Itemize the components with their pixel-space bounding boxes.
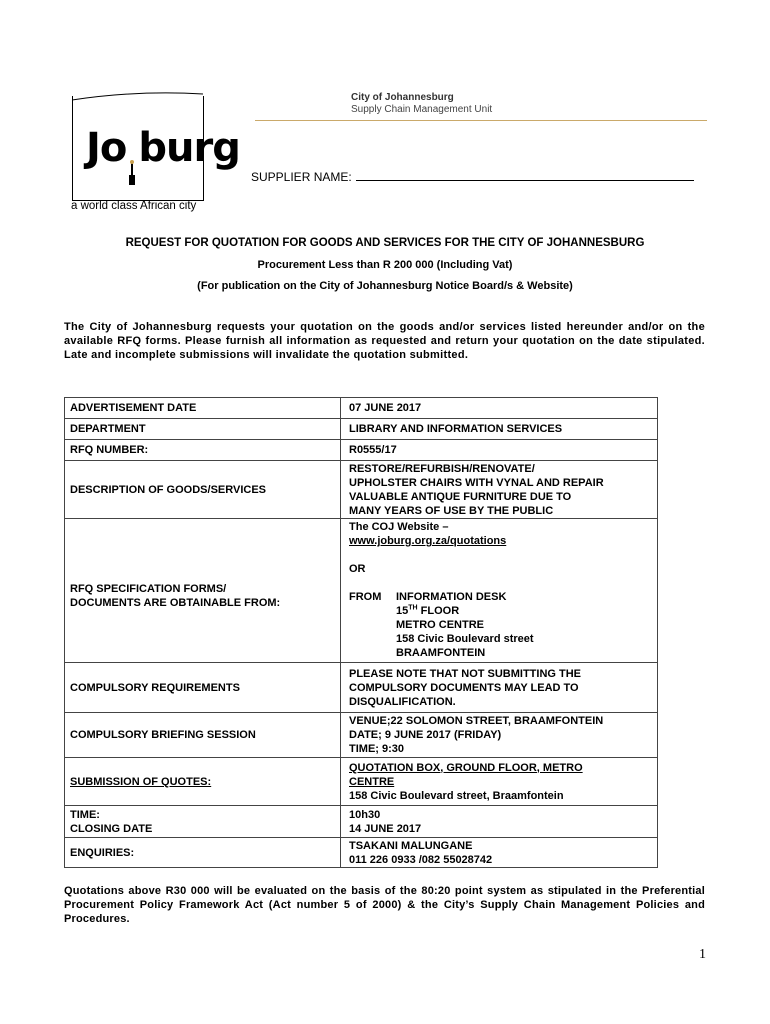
unit-title: City of Johannesburg (351, 92, 454, 103)
briefing-session-value: VENUE;22 SOLOMON STREET, BRAAMFONTEIN DATE; 9 JUNE 2017 (FRIDAY) TIME; 9:30 (341, 713, 658, 758)
rfq-details-table (64, 397, 658, 868)
table-row (65, 519, 658, 663)
submission-value: QUOTATION BOX, GROUND FLOOR, METRO CENTRE 158 Civic Boulevard street, Braamfontein (341, 758, 658, 806)
supplier-name-line[interactable] (356, 170, 694, 181)
coj-website-text: The COJ Website – (349, 521, 449, 533)
table-row (65, 419, 658, 440)
information-desk-address: INFORMATION DESK 15TH FLOOR METRO CENTRE 158 Civic Boulevard street BRAAMFONTEIN (396, 591, 534, 659)
table-row (65, 806, 658, 838)
description-value: RESTORE/REFURBISH/RENOVATE/ UPHOLSTER CHAIRS WITH VYNAL AND REPAIR VALUABLE ANTIQUE FURNITURE DUE TO MANY YEARS OF USE BY THE PUBLIC (341, 461, 658, 519)
from-text: FROM (349, 591, 382, 603)
or-text: OR (349, 563, 366, 575)
supplier-name-label: SUPPLIER NAME: (251, 170, 352, 184)
table-row (65, 758, 658, 806)
header-rule (255, 120, 707, 121)
joburg-logo: Jo burg (86, 128, 240, 168)
time-closing-value: 10h30 14 JUNE 2017 (341, 806, 658, 838)
page-number: 1 (699, 947, 706, 962)
department-label: DEPARTMENT (65, 419, 341, 440)
table-row (65, 838, 658, 868)
evaluation-note: Quotations above R30 000 will be evaluated on the basis of the 80:20 point system as stipulated in the Preferential Procurement Policy Framework Act (Act number 5 of 2000) & the City’s Supply Chain Management Policies and Procedures. (64, 885, 705, 926)
unit-subtitle: Supply Chain Management Unit (351, 104, 493, 115)
specification-value (341, 519, 658, 663)
supplier-name-field[interactable] (251, 170, 694, 184)
rfq-number-label: RFQ NUMBER: (65, 440, 341, 461)
description-label: DESCRIPTION OF GOODS/SERVICES (65, 461, 341, 519)
submission-label: SUBMISSION OF QUOTES: (65, 758, 341, 806)
intro-paragraph: The City of Johannesburg requests your quotation on the goods and/or services listed hereunder and/or on the available RFQ forms. Please furnish all information as requested and return your quotation on the date stipulated. Late and incomplete submissions will invalidate the quotation submitted. (64, 321, 705, 362)
time-closing-label: TIME: CLOSING DATE (65, 806, 341, 838)
enquiries-label: ENQUIRIES: (65, 838, 341, 868)
rfq-number-value: R0555/17 (341, 440, 658, 461)
table-row (65, 461, 658, 519)
table-row (65, 398, 658, 419)
specification-label: RFQ SPECIFICATION FORMS/ DOCUMENTS ARE OBTAINABLE FROM: (65, 519, 341, 663)
advertisement-date-label: ADVERTISEMENT DATE (65, 398, 341, 419)
publication-subtitle: (For publication on the City of Johannesburg Notice Board/s & Website) (197, 280, 573, 292)
logo-frame-curve (72, 92, 204, 102)
document-title: REQUEST FOR QUOTATION FOR GOODS AND SERVICES FOR THE CITY OF JOHANNESBURG (125, 237, 645, 249)
quotations-link[interactable]: www.joburg.org.za/quotations (349, 535, 507, 547)
compulsory-requirements-value: PLEASE NOTE THAT NOT SUBMITTING THE COMPULSORY DOCUMENTS MAY LEAD TO DISQUALIFICATION. (341, 663, 658, 713)
table-row (65, 713, 658, 758)
logo-tagline: a world class African city (71, 200, 197, 212)
briefing-session-label: COMPULSORY BRIEFING SESSION (65, 713, 341, 758)
department-value: LIBRARY AND INFORMATION SERVICES (341, 419, 658, 440)
enquiries-value: TSAKANI MALUNGANE 011 226 0933 /082 55028742 (341, 838, 658, 868)
compulsory-requirements-label: COMPULSORY REQUIREMENTS (65, 663, 341, 713)
advertisement-date-value: 07 JUNE 2017 (341, 398, 658, 419)
table-row (65, 440, 658, 461)
table-row (65, 663, 658, 713)
procurement-subtitle: Procurement Less than R 200 000 (Including Vat) (257, 259, 513, 271)
